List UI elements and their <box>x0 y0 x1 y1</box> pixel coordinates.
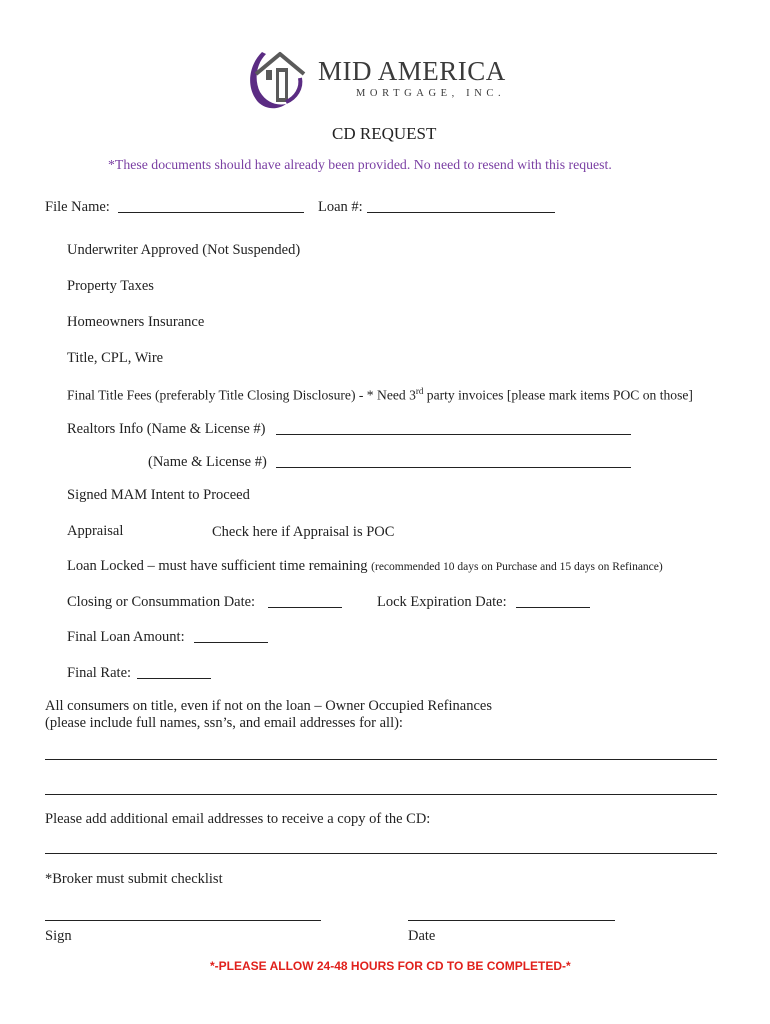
final-rate-field[interactable] <box>137 678 211 679</box>
final-rate-label: Final Rate: <box>67 665 132 681</box>
final-title-fees-text: Final Title Fees (preferably Title Closing Disclosure) - * Need 3 <box>67 387 416 403</box>
sign-field[interactable] <box>45 920 321 921</box>
realtors-info-field-second[interactable] <box>276 467 631 468</box>
page-title: CD REQUEST <box>332 124 437 143</box>
additional-emails-label: Please add additional email addresses to receive a copy of the CD: <box>45 811 431 827</box>
item-final-title-fees <box>67 386 693 404</box>
item-property-taxes: Property Taxes <box>67 278 154 294</box>
broker-checklist-note: *Broker must submit checklist <box>45 871 223 887</box>
sign-label: Sign <box>45 928 72 944</box>
loan-locked-note: (recommended 10 days on Purchase and 15 days on Refinance) <box>371 561 663 573</box>
final-title-fees-text-end: party invoices [please mark items POC on those] <box>423 387 693 403</box>
date-field[interactable] <box>408 920 615 921</box>
item-homeowners-insurance: Homeowners Insurance <box>67 314 205 330</box>
documents-note: *These documents should have already been provided. No need to resend with this request. <box>108 157 612 172</box>
consumers-field-1[interactable] <box>45 759 717 760</box>
lock-expiration-label: Lock Expiration Date: <box>377 594 507 610</box>
file-name-label: File Name: <box>45 199 110 215</box>
loan-number-label: Loan #: <box>318 199 363 215</box>
consumers-field-2[interactable] <box>45 794 717 795</box>
logo-company-name: MID AMERICA <box>318 56 506 86</box>
closing-date-label: Closing or Consummation Date: <box>67 594 256 610</box>
house-logo-icon <box>242 44 312 112</box>
final-loan-amount-label: Final Loan Amount: <box>67 629 185 645</box>
item-title-cpl-wire: Title, CPL, Wire <box>67 350 164 366</box>
realtors-info-field[interactable] <box>276 434 631 435</box>
date-label: Date <box>408 928 436 944</box>
item-loan-locked <box>67 558 663 575</box>
item-signed-mam: Signed MAM Intent to Proceed <box>67 487 250 503</box>
consumers-subheading: (please include full names, ssn’s, and email addresses for all): <box>45 715 403 731</box>
item-realtors-info-second: (Name & License #) <box>148 454 267 470</box>
appraisal-poc-checkbox-label[interactable]: Check here if Appraisal is POC <box>212 524 395 540</box>
additional-emails-field[interactable] <box>45 853 717 854</box>
logo-subtitle: MORTGAGE, INC. <box>356 88 506 99</box>
closing-date-field[interactable] <box>268 607 342 608</box>
item-realtors-info: Realtors Info (Name & License #) <box>67 421 266 437</box>
final-loan-amount-field[interactable] <box>194 642 268 643</box>
final-title-fees-sup: rd <box>415 386 424 396</box>
processing-time-notice: *-PLEASE ALLOW 24-48 HOURS FOR CD TO BE COMPLETED-* <box>210 959 571 973</box>
lock-expiration-field[interactable] <box>516 607 590 608</box>
loan-locked-text: Loan Locked – must have sufficient time remaining <box>67 558 368 574</box>
loan-number-field[interactable] <box>367 212 555 213</box>
company-logo <box>242 44 532 112</box>
consumers-heading: All consumers on title, even if not on the loan – Owner Occupied Refinances <box>45 698 492 714</box>
item-underwriter-approved: Underwriter Approved (Not Suspended) <box>67 242 301 258</box>
item-appraisal: Appraisal <box>67 523 124 539</box>
file-name-field[interactable] <box>118 212 304 213</box>
